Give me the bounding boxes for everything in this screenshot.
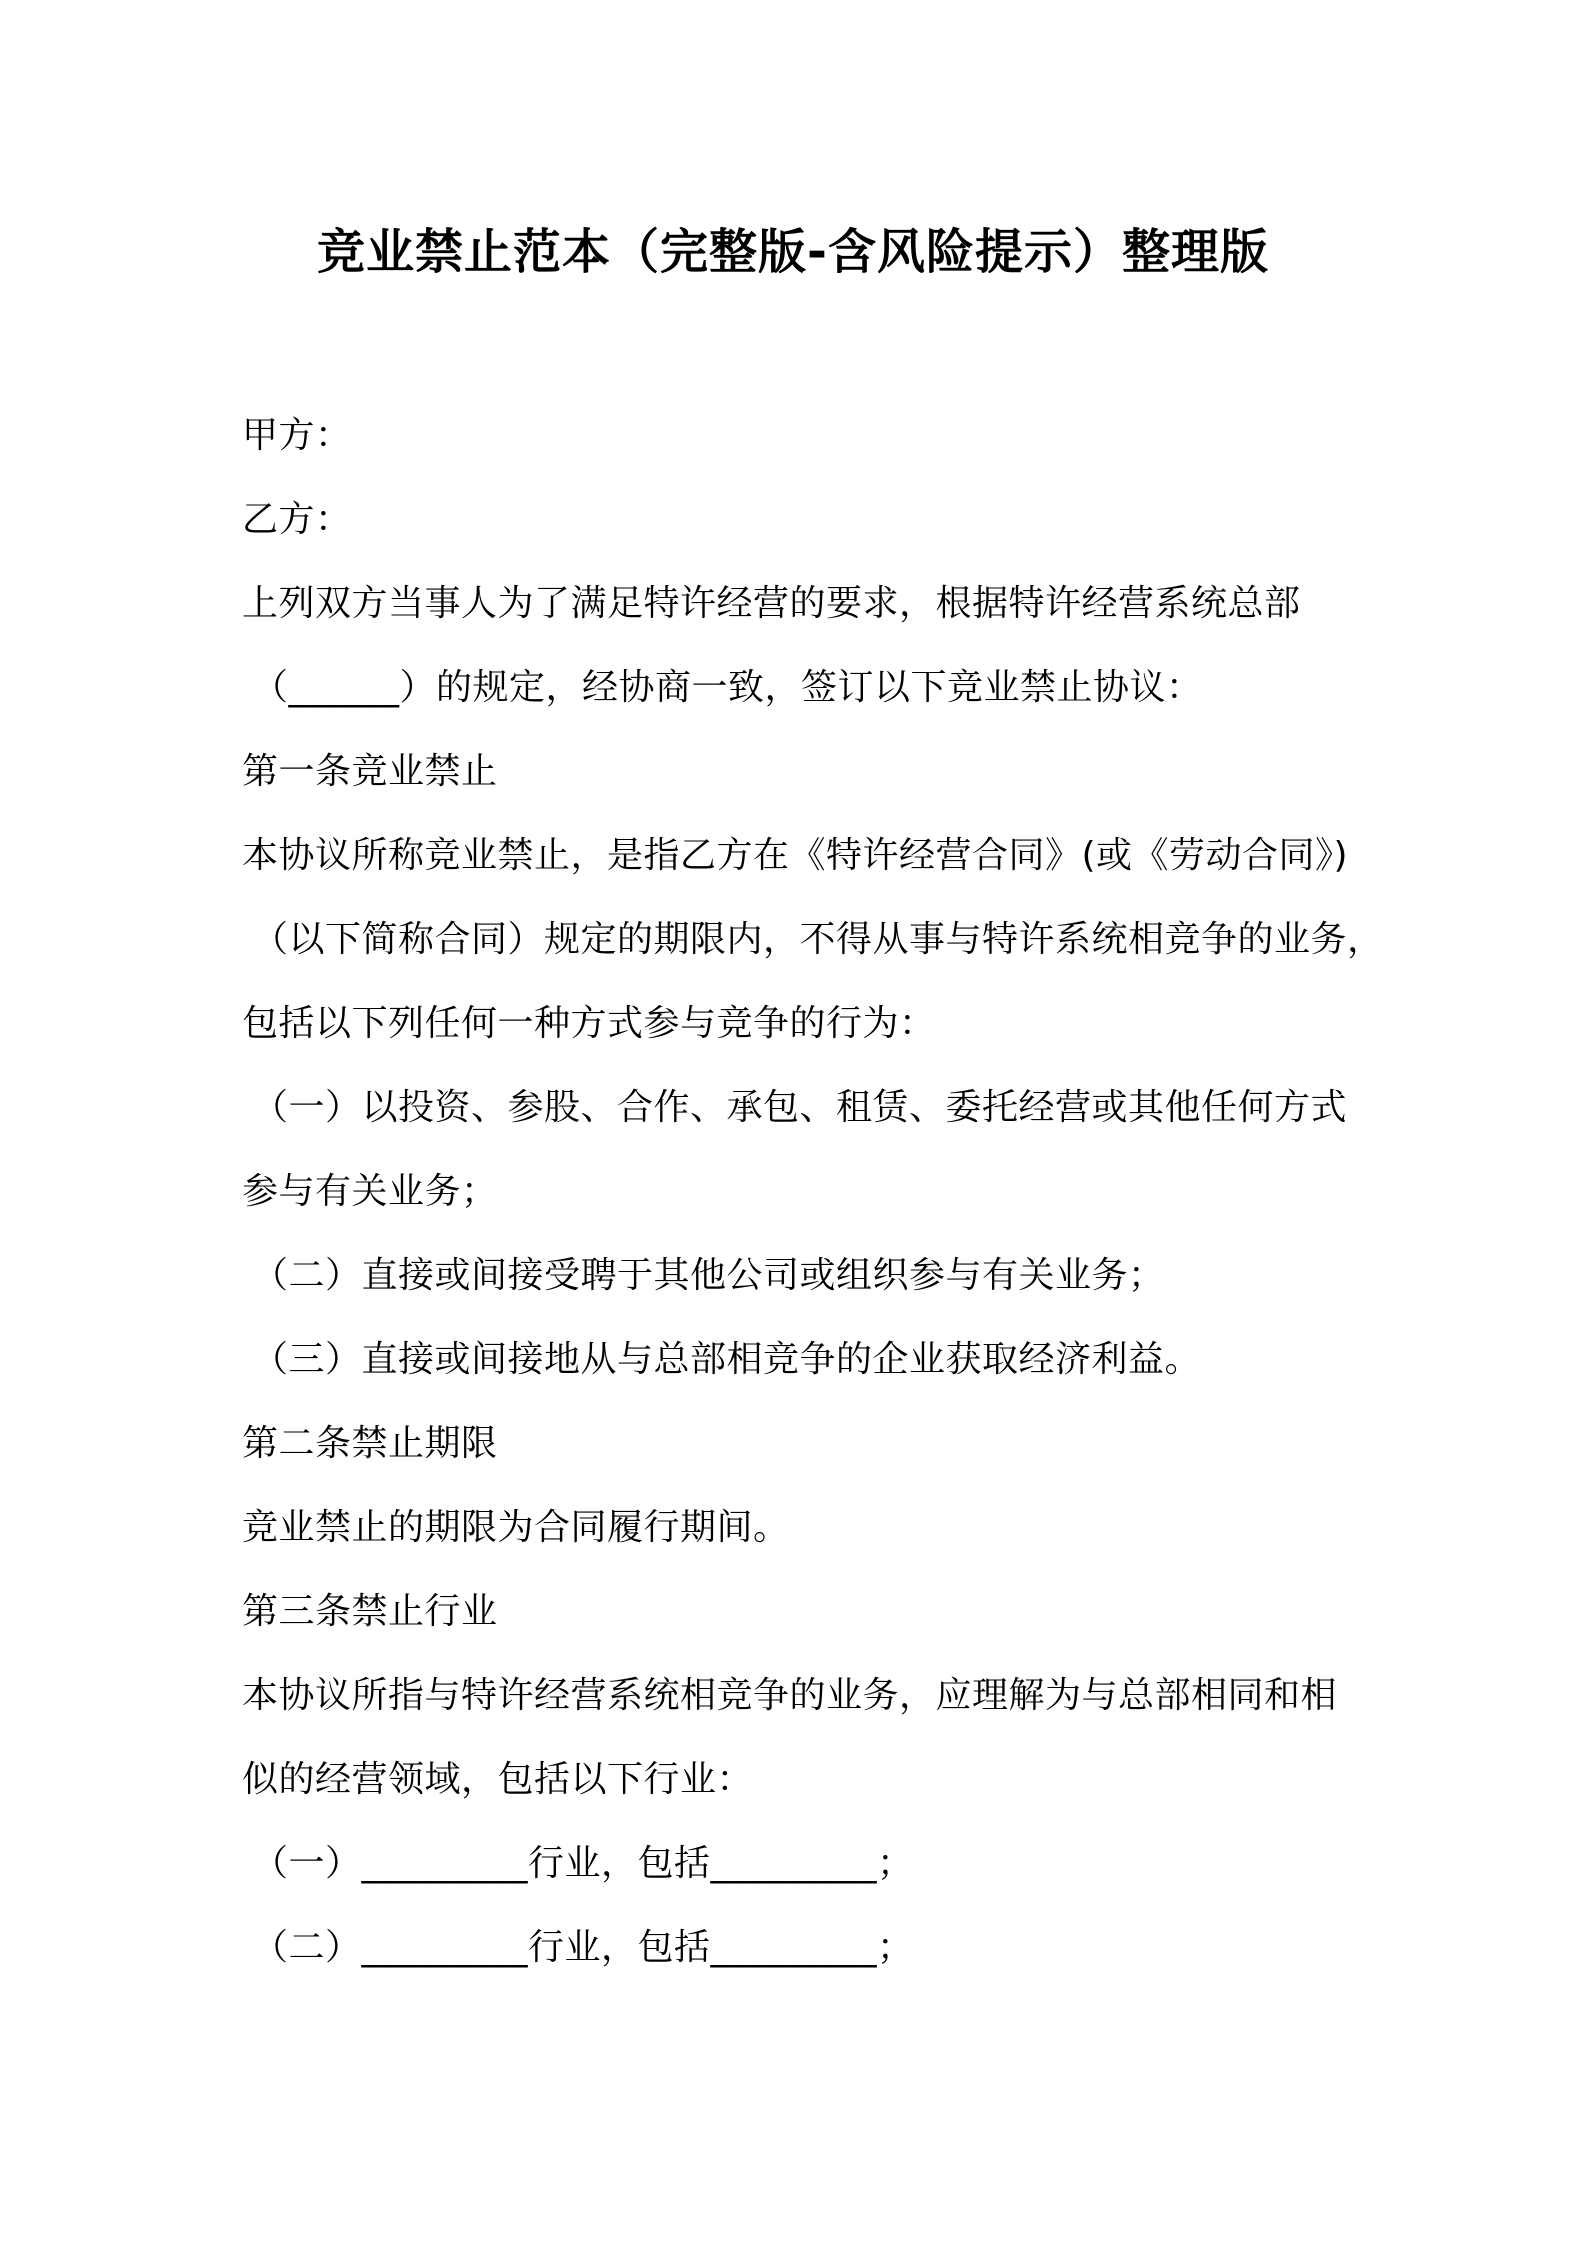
article-3-item-1: （一）_________行业，包括_________； [252, 1843, 914, 1884]
article-3-text-2: 似的经营领域，包括以下行业： [242, 1759, 754, 1800]
article-3-heading: 第三条禁止行业 [242, 1591, 498, 1632]
article-2-text: 竞业禁止的期限为合同履行期间。 [242, 1507, 790, 1548]
article-1-item-1-line-1: （一）以投资、参股、合作、承包、租赁、委托经营或其他任何方式 [252, 1087, 1348, 1128]
article-3-item-2: （二）_________行业，包括_________； [252, 1927, 914, 1968]
article-3-text-1: 本协议所指与特许经营系统相竞争的业务，应理解为与总部相同和相 [242, 1675, 1338, 1716]
article-1-item-2: （二）直接或间接受聘于其他公司或组织参与有关业务； [252, 1255, 1165, 1296]
article-1-item-3: （三）直接或间接地从与总部相竞争的企业获取经济利益。 [252, 1339, 1202, 1380]
page-title: 竞业禁止范本（完整版-含风险提示）整理版 [317, 224, 1269, 280]
article-1-text-2: （以下简称合同）规定的期限内，不得从事与特许系统相竞争的业务， [252, 919, 1384, 960]
article-1-text-1: 本协议所称竞业禁止，是指乙方在《特许经营合同》(或《劳动合同》) [242, 835, 1349, 876]
article-1-heading: 第一条竞业禁止 [242, 751, 498, 792]
article-1-item-1-line-2: 参与有关业务； [242, 1171, 498, 1212]
party-b-line: 乙方： [242, 499, 352, 540]
preamble-line-2: （______）的规定，经协商一致，签订以下竞业禁止协议： [252, 667, 1203, 708]
article-2-heading: 第二条禁止期限 [242, 1423, 498, 1464]
party-a-line: 甲方： [242, 415, 352, 456]
preamble-line-1: 上列双方当事人为了满足特许经营的要求，根据特许经营系统总部 [242, 583, 1301, 624]
article-1-text-3: 包括以下列任何一种方式参与竞争的行为： [242, 1003, 936, 1044]
